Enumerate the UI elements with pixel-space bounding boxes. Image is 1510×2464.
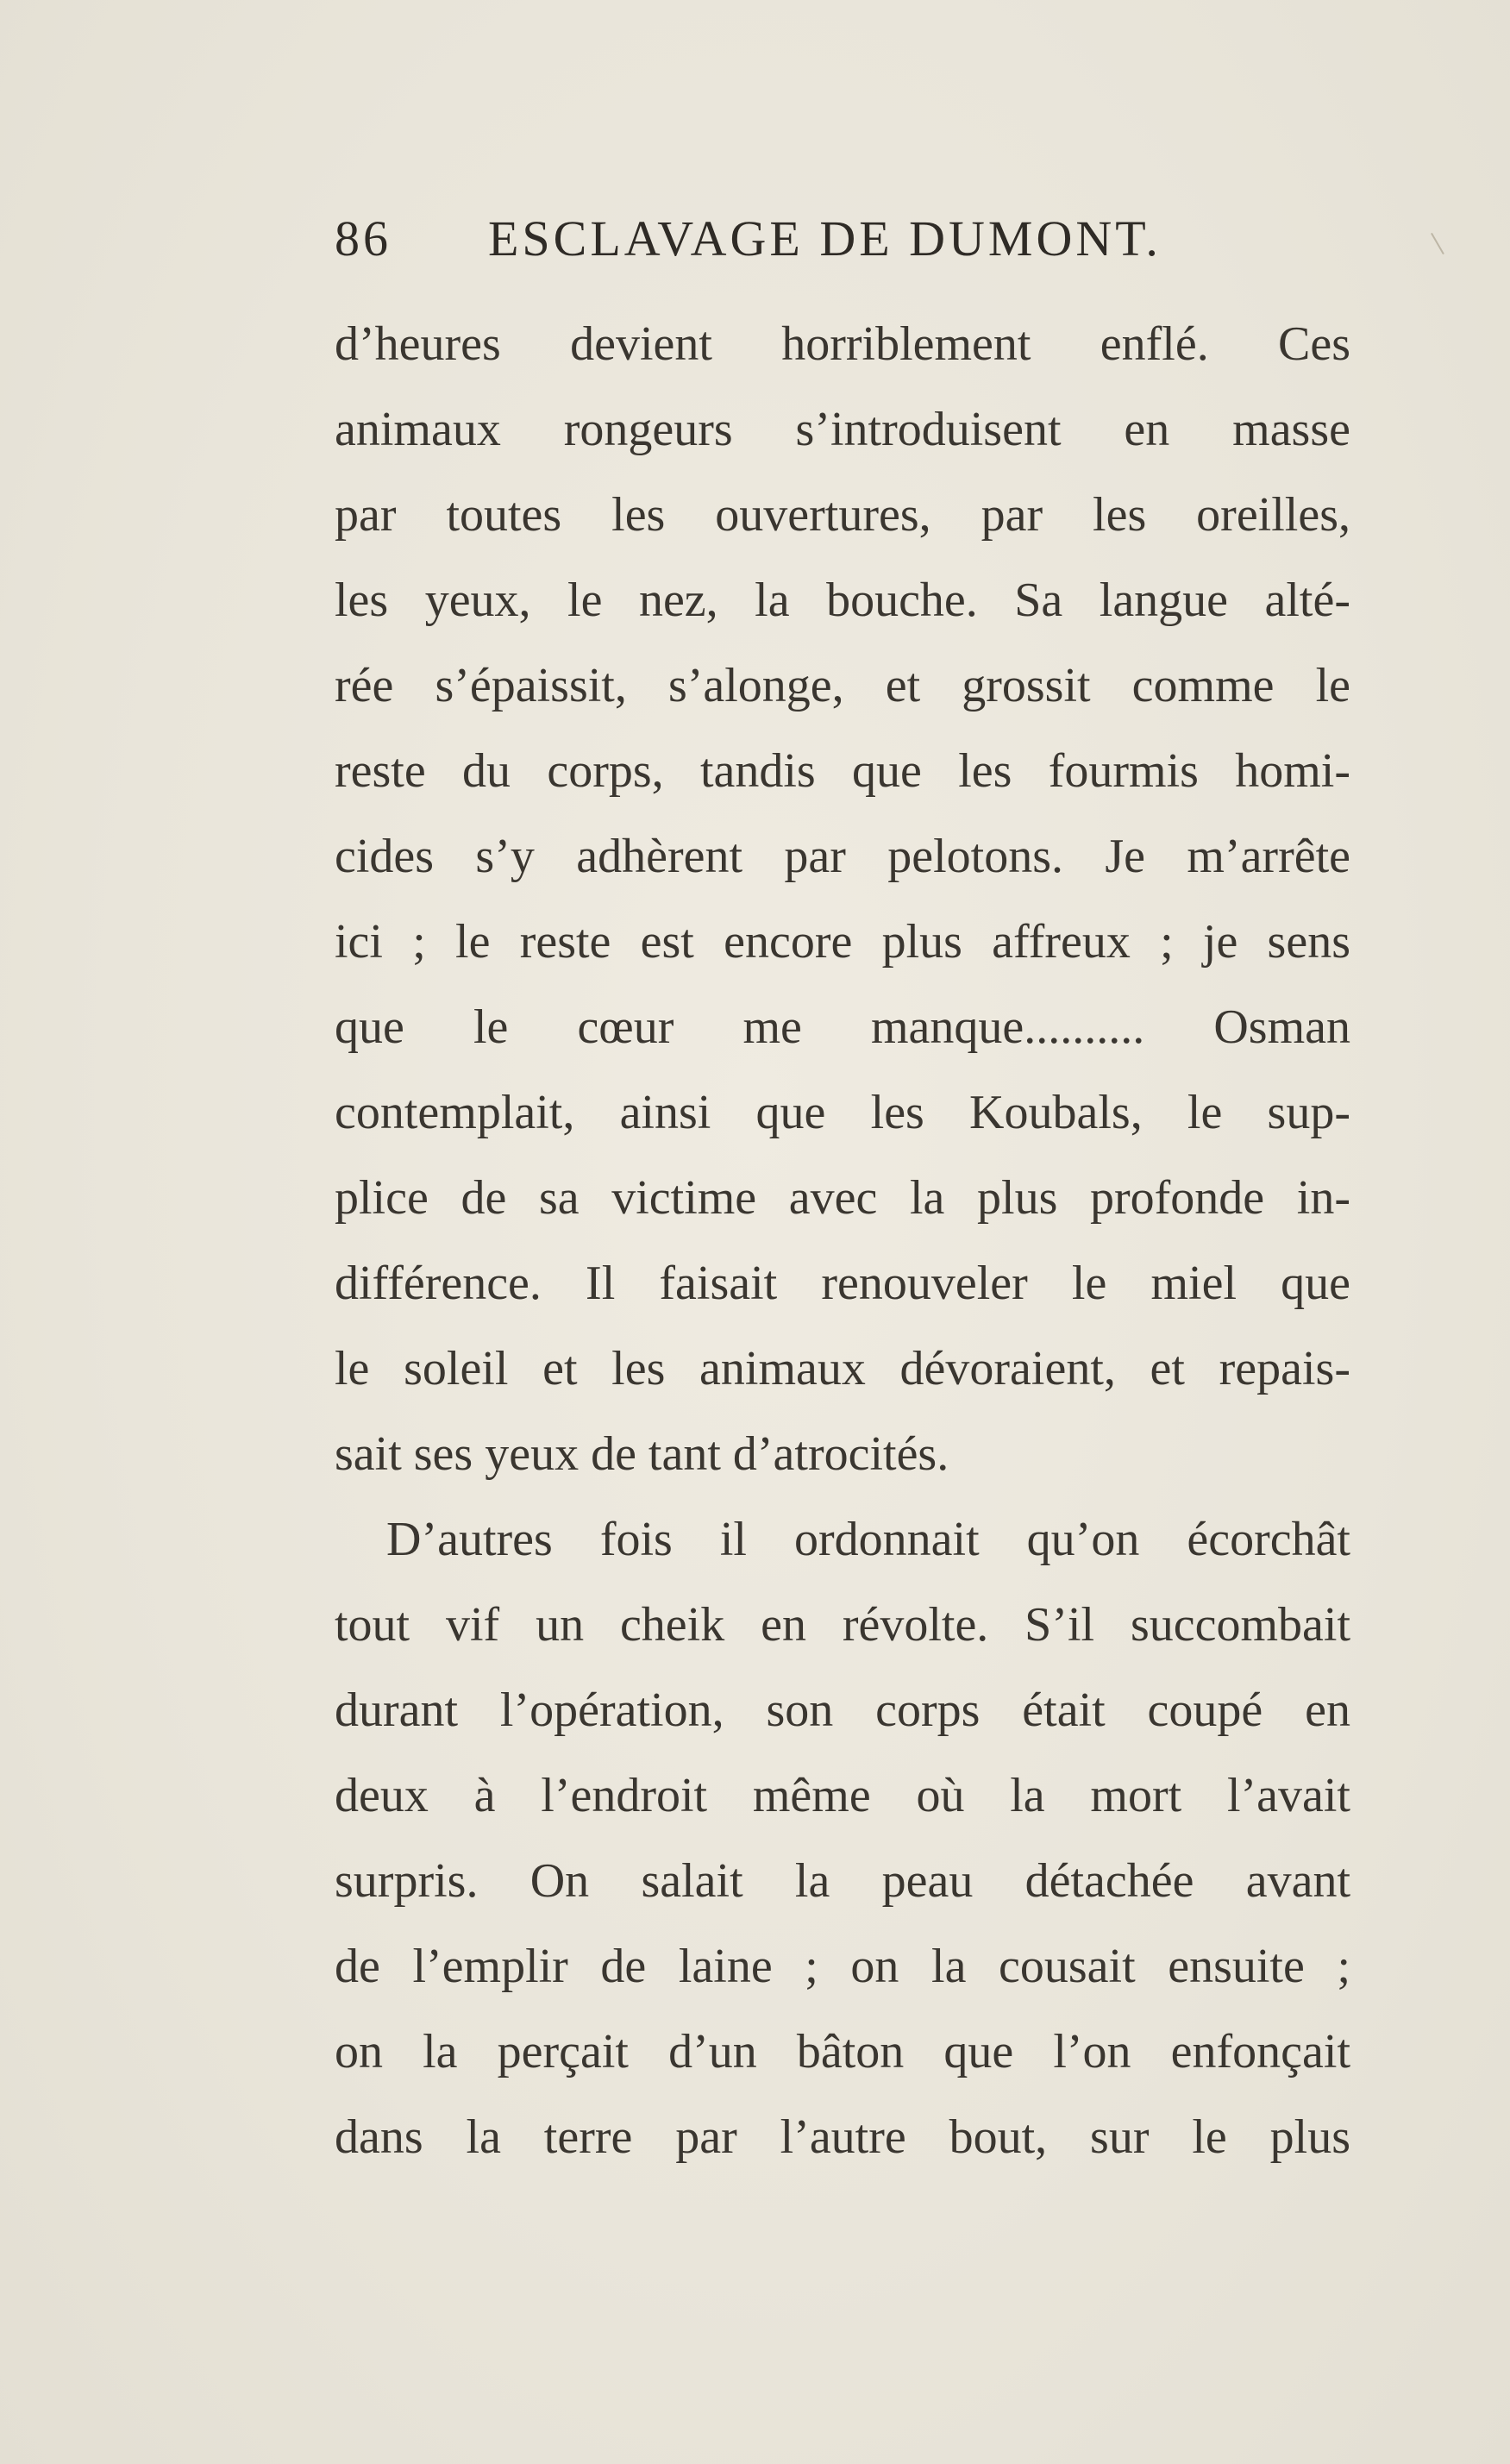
text-line: le soleil et les animaux dévoraient, et repais- xyxy=(335,1342,1350,1395)
text-line: durant l’opération, son corps était coupé en xyxy=(335,1683,1350,1737)
text-line: dans la terre par l’autre bout, sur le plus xyxy=(335,2110,1350,2164)
text-line: les yeux, le nez, la bouche. Sa langue alté- xyxy=(335,574,1350,627)
body-text xyxy=(335,302,1350,2180)
text-line: contemplait, ainsi que les Koubals, le sup- xyxy=(335,1086,1350,1139)
text-line: on la perçait d’un bâton que l’on enfonçait xyxy=(335,2025,1350,2078)
text-line: que le cœur me manque.......... Osman xyxy=(335,1000,1350,1054)
page-number: 86 xyxy=(335,210,392,266)
paragraph-start-line: D’autres fois il ordonnait qu’on écorchât xyxy=(386,1513,1350,1566)
text-line: surpris. On salait la peau détachée avant xyxy=(335,1854,1350,1908)
text-line: cides s’y adhèrent par pelotons. Je m’arrête xyxy=(335,830,1350,883)
paragraph-end-line: sait ses yeux de tant d’atrocités. xyxy=(335,1427,949,1481)
text-line: animaux rongeurs s’introduisent en masse xyxy=(335,403,1350,456)
text-line: tout vif un cheik en révolte. S’il succombait xyxy=(335,1598,1350,1652)
text-line: rée s’épaissit, s’alonge, et grossit comme le xyxy=(335,659,1350,712)
text-line: ici ; le reste est encore plus affreux ; je sens xyxy=(335,915,1350,969)
running-head xyxy=(335,210,1206,279)
text-line: de l’emplir de laine ; on la cousait ensuite ; xyxy=(335,1940,1350,1993)
text-line: par toutes les ouvertures, par les oreilles, xyxy=(335,488,1350,542)
text-line: d’heures devient horriblement enflé. Ces xyxy=(335,317,1350,371)
text-line: différence. Il faisait renouveler le miel que xyxy=(335,1257,1350,1310)
text-line: plice de sa victime avec la plus profonde in- xyxy=(335,1171,1350,1225)
text-line: deux à l’endroit même où la mort l’avait xyxy=(335,1769,1350,1822)
margin-mark xyxy=(1431,227,1455,254)
text-line: reste du corps, tandis que les fourmis homi- xyxy=(335,744,1350,798)
running-title: ESCLAVAGE DE DUMONT. xyxy=(488,210,1162,266)
